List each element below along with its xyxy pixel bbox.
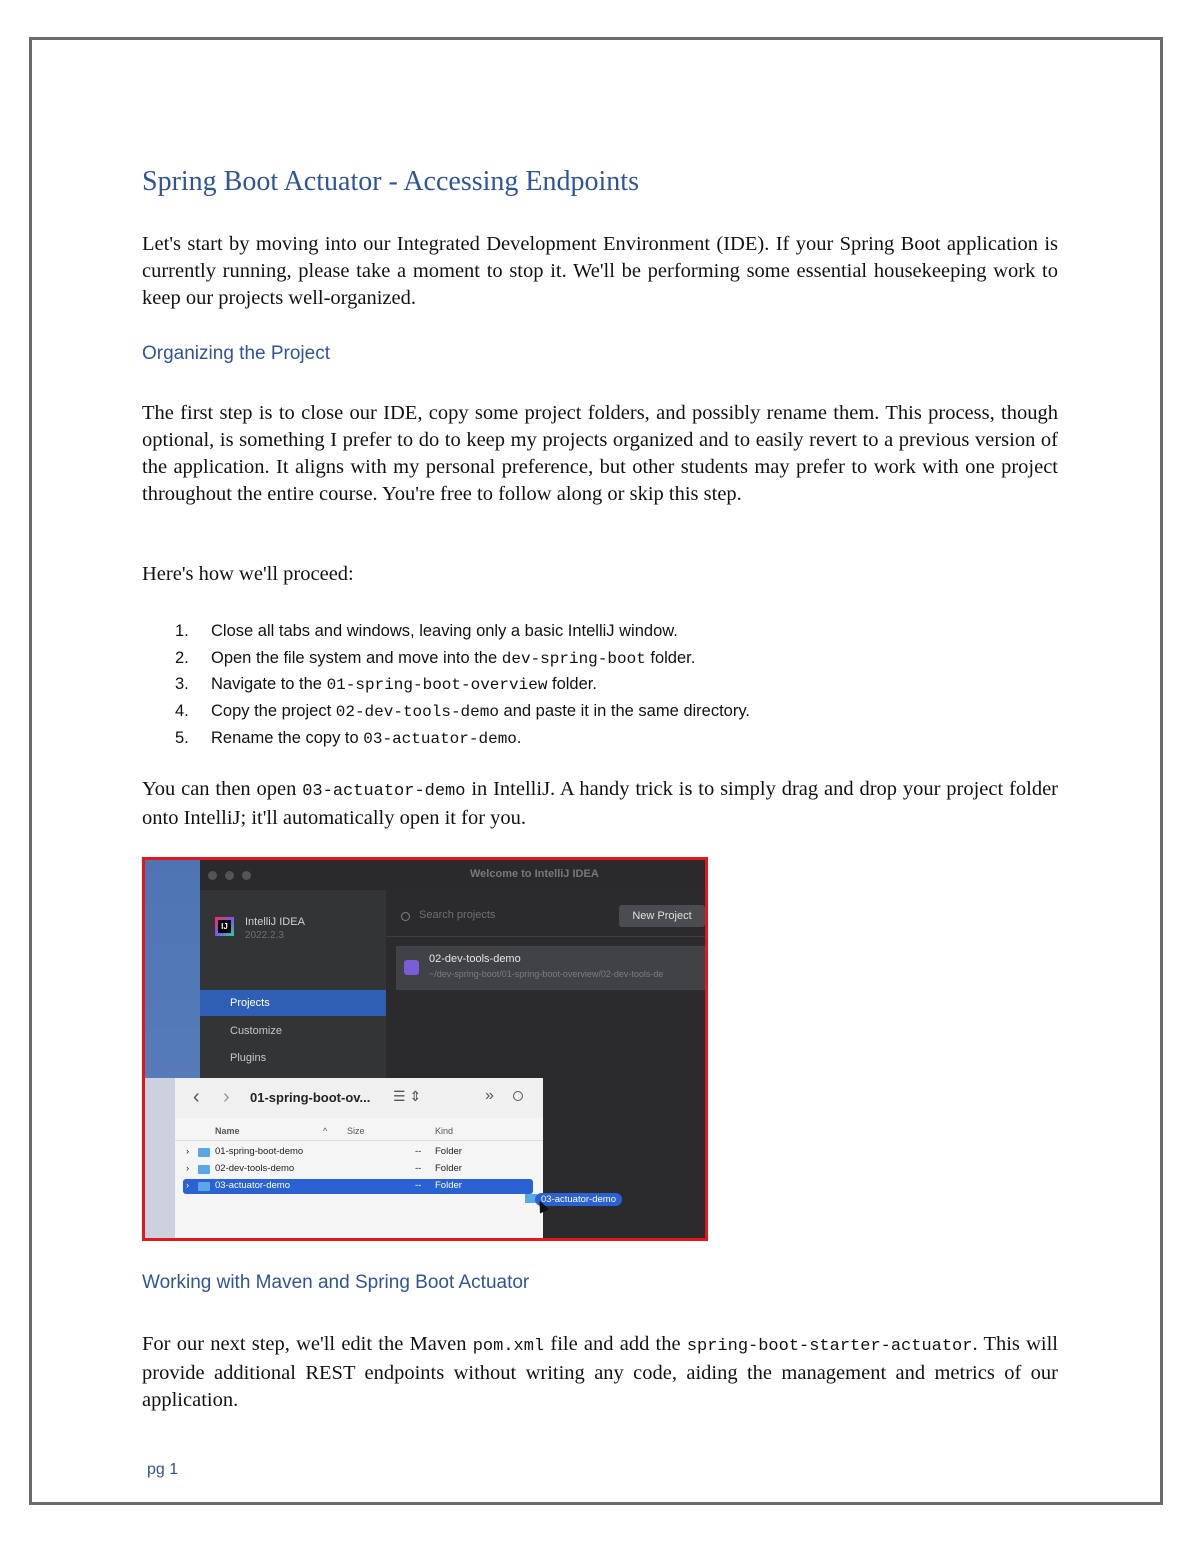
page-number: pg 1 [147, 1461, 179, 1478]
window-minimize-dot [225, 871, 234, 880]
app-version: 2022.2.3 [245, 930, 284, 941]
intellij-logo-icon: IJ [215, 917, 234, 936]
folder-icon [198, 1165, 210, 1174]
new-project-button: New Project [619, 905, 705, 927]
table-row: › 01-spring-boot-demo -- Folder [186, 1146, 462, 1157]
document-title: Spring Boot Actuator - Accessing Endpoints [142, 166, 639, 197]
more-chevrons-icon: » [485, 1087, 494, 1104]
table-row: › 02-dev-tools-demo -- Folder [186, 1163, 462, 1174]
disclosure-chevron-icon: › [186, 1163, 190, 1174]
intro-paragraph: Let's start by moving into our Integrated Development Environment (IDE). If your Spring Boot application is currently running, please take a moment to stop it. We'll be performing some essential housekeeping work to keep our projects well-organized. [142, 233, 1058, 309]
finder-folder-title: 01-spring-boot-ov... [250, 1090, 371, 1105]
steps-list [175, 618, 750, 751]
divider [386, 936, 708, 937]
project-icon [404, 960, 419, 975]
finder-column-header [175, 1122, 543, 1141]
sidebar-item-customize: Customize [230, 1025, 282, 1037]
sort-chevron-icon: ^ [323, 1126, 328, 1136]
finder-window [145, 1078, 543, 1241]
window-zoom-dot [242, 871, 251, 880]
sidebar-item-plugins: Plugins [230, 1052, 267, 1064]
list-item: 2. Open the file system and move into the dev-spring-boot folder. [175, 648, 696, 668]
section-heading-maven: Working with Maven and Spring Boot Actuator [142, 1272, 530, 1293]
intellij-drag-drop-screenshot [142, 857, 708, 1241]
disclosure-chevron-icon: › [186, 1180, 190, 1191]
search-projects-field: Search projects [419, 909, 496, 921]
list-view-icon: ☰ ⇕ [393, 1088, 422, 1104]
maven-paragraph: For our next step, we'll edit the Maven pom.xml file and add the spring-boot-starter-actuator. This will provide additional REST endpoints without writing any code, aiding the management and metrics of our application. [142, 1333, 1059, 1411]
column-name: Name [215, 1126, 240, 1136]
back-chevron-icon: ‹ [193, 1086, 200, 1108]
window-titlebar [200, 860, 708, 890]
open-project-paragraph: You can then open 03-actuator-demo in IntelliJ. A handy trick is to simply drag and drop your project folder onto IntelliJ; it'll automatically open it for you. [142, 778, 1058, 829]
window-title: Welcome to IntelliJ IDEA [470, 868, 599, 880]
finder-toolbar [175, 1078, 543, 1118]
drag-label: 03-actuator-demo [535, 1193, 622, 1206]
recent-project-item [396, 946, 708, 990]
list-item: 4. Copy the project 02-dev-tools-demo and paste it in the same directory. [175, 702, 750, 722]
recent-project-path: ~/dev-spring-boot/01-spring-boot-overview/02-dev-tools-de [429, 969, 664, 979]
folder-icon [198, 1148, 210, 1157]
app-name: IntelliJ IDEA [245, 916, 305, 928]
sidebar-item-projects: Projects [200, 990, 386, 1016]
list-item: 3. Navigate to the 01-spring-boot-overview folder. [175, 675, 597, 695]
table-row-selected: › 03-actuator-demo -- Folder [183, 1179, 533, 1194]
search-icon [513, 1091, 523, 1101]
recent-project-name: 02-dev-tools-demo [429, 953, 521, 965]
column-size: Size [347, 1126, 365, 1136]
list-item: 1. Close all tabs and windows, leaving only a basic IntelliJ window. [175, 622, 678, 640]
steps-lead: Here's how we'll proceed: [142, 563, 354, 585]
forward-chevron-icon: › [223, 1086, 230, 1108]
search-icon [401, 912, 410, 921]
folder-icon [198, 1182, 210, 1191]
window-close-dot [208, 871, 217, 880]
organizing-paragraph: The first step is to close our IDE, copy some project folders, and possibly rename them. This process, though optional, is something I prefer to do to keep my projects organized and to easily revert to a previous version of the application. It aligns with my personal preference, but other students may prefer to work with one project throughout the entire course. You're free to follow along or skip this step. [142, 402, 1058, 505]
section-heading-organizing: Organizing the Project [142, 343, 330, 364]
column-kind: Kind [435, 1126, 454, 1136]
list-item: 5. Rename the copy to 03-actuator-demo. [175, 728, 522, 748]
disclosure-chevron-icon: › [186, 1146, 190, 1157]
